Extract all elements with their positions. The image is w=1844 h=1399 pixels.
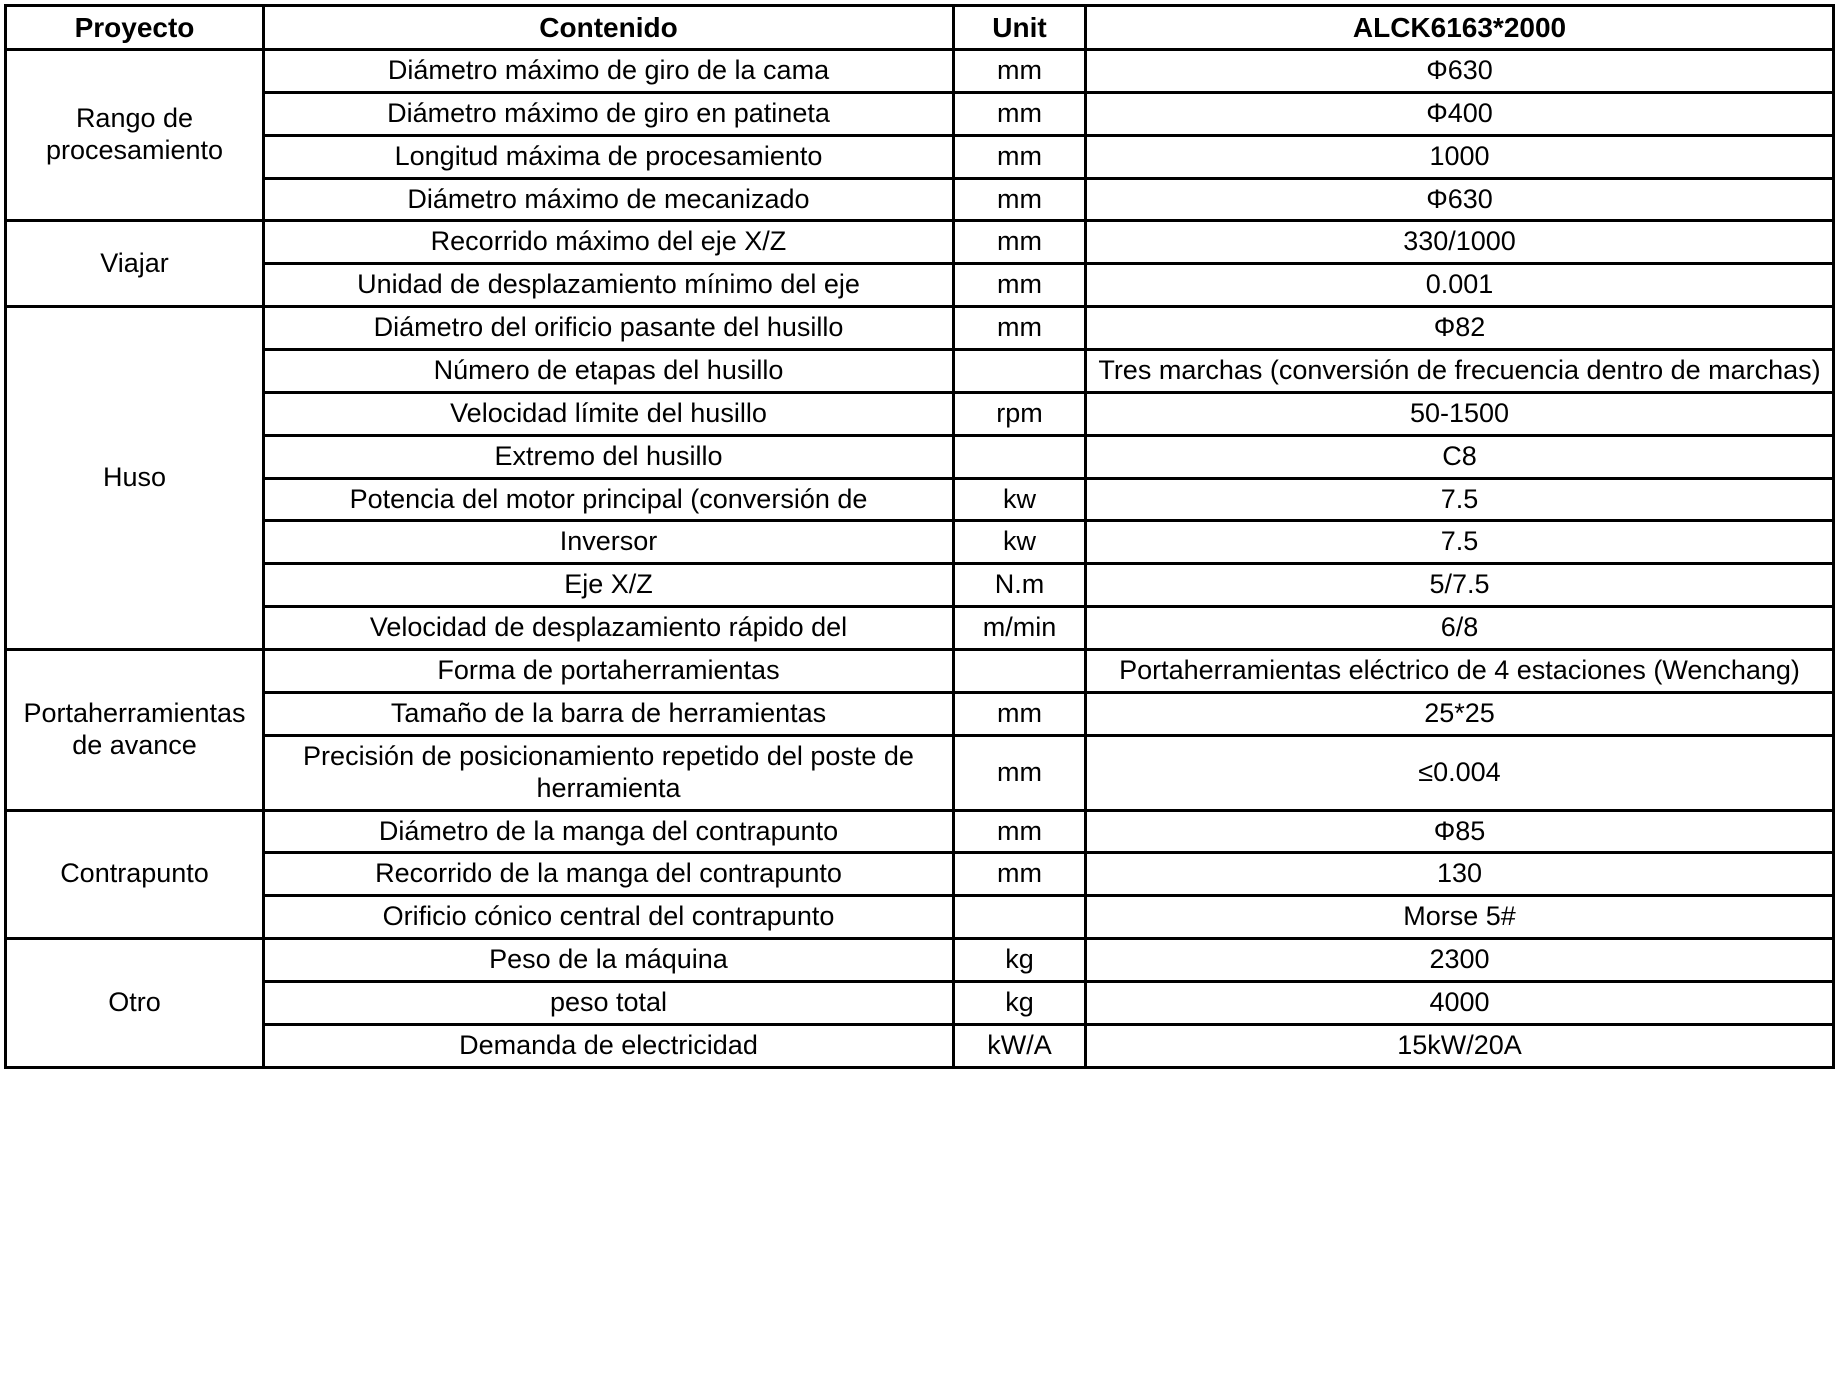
row-content: Extremo del husillo	[264, 435, 954, 478]
row-content: Número de etapas del husillo	[264, 350, 954, 393]
row-value: Φ630	[1086, 50, 1834, 93]
row-content: Tamaño de la barra de herramientas	[264, 692, 954, 735]
table-row	[6, 350, 1834, 393]
table-row	[6, 178, 1834, 221]
row-value: Portaherramientas eléctrico de 4 estaciones (Wenchang)	[1086, 650, 1834, 693]
row-value: C8	[1086, 435, 1834, 478]
row-value: 15kW/20A	[1086, 1024, 1834, 1067]
table-row	[6, 1024, 1834, 1067]
table-body	[6, 50, 1834, 1068]
row-unit: mm	[954, 264, 1086, 307]
table-row	[6, 307, 1834, 350]
row-unit: kg	[954, 981, 1086, 1024]
table-row	[6, 607, 1834, 650]
row-value: Tres marchas (conversión de frecuencia dentro de marchas)	[1086, 350, 1834, 393]
row-content: Demanda de electricidad	[264, 1024, 954, 1067]
header-project: Proyecto	[6, 6, 264, 50]
row-content: Diámetro máximo de mecanizado	[264, 178, 954, 221]
table-row	[6, 939, 1834, 982]
table-row	[6, 435, 1834, 478]
row-unit: mm	[954, 135, 1086, 178]
row-content: Inversor	[264, 521, 954, 564]
row-unit: kw	[954, 521, 1086, 564]
row-content: Diámetro de la manga del contrapunto	[264, 810, 954, 853]
row-value: 4000	[1086, 981, 1834, 1024]
header-unit: Unit	[954, 6, 1086, 50]
row-unit: mm	[954, 735, 1086, 810]
table-row	[6, 692, 1834, 735]
row-content: Unidad de desplazamiento mínimo del eje	[264, 264, 954, 307]
row-unit: m/min	[954, 607, 1086, 650]
row-unit	[954, 896, 1086, 939]
row-unit: mm	[954, 853, 1086, 896]
table-row	[6, 478, 1834, 521]
group-label: Rango de procesamiento	[6, 50, 264, 221]
table-row	[6, 135, 1834, 178]
row-value: 7.5	[1086, 521, 1834, 564]
table-row	[6, 521, 1834, 564]
row-value: 1000	[1086, 135, 1834, 178]
row-value: 2300	[1086, 939, 1834, 982]
table-row	[6, 853, 1834, 896]
row-value: Φ400	[1086, 92, 1834, 135]
row-value: 130	[1086, 853, 1834, 896]
row-value: Morse 5#	[1086, 896, 1834, 939]
row-content: Potencia del motor principal (conversión de	[264, 478, 954, 521]
row-value: ≤0.004	[1086, 735, 1834, 810]
row-unit: mm	[954, 92, 1086, 135]
table-row	[6, 50, 1834, 93]
row-content: Diámetro del orificio pasante del husillo	[264, 307, 954, 350]
group-label: Contrapunto	[6, 810, 264, 939]
table-row	[6, 810, 1834, 853]
row-value: Φ82	[1086, 307, 1834, 350]
row-value: 0.001	[1086, 264, 1834, 307]
row-unit: mm	[954, 692, 1086, 735]
group-label: Viajar	[6, 221, 264, 307]
table-row	[6, 392, 1834, 435]
table-row	[6, 92, 1834, 135]
machine-specification-table	[4, 4, 1835, 1069]
table-row	[6, 981, 1834, 1024]
row-unit: mm	[954, 221, 1086, 264]
table-row	[6, 221, 1834, 264]
row-content: Precisión de posicionamiento repetido del poste de herramienta	[264, 735, 954, 810]
row-unit: mm	[954, 810, 1086, 853]
row-content: Recorrido de la manga del contrapunto	[264, 853, 954, 896]
row-unit: kg	[954, 939, 1086, 982]
group-label: Huso	[6, 307, 264, 650]
row-content: Velocidad límite del husillo	[264, 392, 954, 435]
row-unit: rpm	[954, 392, 1086, 435]
row-content: Forma de portaherramientas	[264, 650, 954, 693]
header-model: ALCK6163*2000	[1086, 6, 1834, 50]
row-unit: mm	[954, 307, 1086, 350]
table-row	[6, 564, 1834, 607]
row-content: peso total	[264, 981, 954, 1024]
row-value: 50-1500	[1086, 392, 1834, 435]
row-value: Φ85	[1086, 810, 1834, 853]
group-label: Portaherramientas de avance	[6, 650, 264, 810]
row-value: 6/8	[1086, 607, 1834, 650]
table-row	[6, 264, 1834, 307]
table-row	[6, 735, 1834, 810]
row-value: Φ630	[1086, 178, 1834, 221]
table-header-row	[6, 6, 1834, 50]
row-unit: mm	[954, 178, 1086, 221]
row-content: Velocidad de desplazamiento rápido del	[264, 607, 954, 650]
row-unit	[954, 650, 1086, 693]
row-content: Eje X/Z	[264, 564, 954, 607]
header-content: Contenido	[264, 6, 954, 50]
row-content: Diámetro máximo de giro en patineta	[264, 92, 954, 135]
row-unit: kW/A	[954, 1024, 1086, 1067]
row-content: Peso de la máquina	[264, 939, 954, 982]
row-value: 330/1000	[1086, 221, 1834, 264]
row-value: 7.5	[1086, 478, 1834, 521]
row-unit: N.m	[954, 564, 1086, 607]
row-value: 5/7.5	[1086, 564, 1834, 607]
row-content: Orificio cónico central del contrapunto	[264, 896, 954, 939]
row-unit	[954, 435, 1086, 478]
row-content: Diámetro máximo de giro de la cama	[264, 50, 954, 93]
row-value: 25*25	[1086, 692, 1834, 735]
table-header	[6, 6, 1834, 50]
row-unit: kw	[954, 478, 1086, 521]
row-content: Recorrido máximo del eje X/Z	[264, 221, 954, 264]
table-row	[6, 896, 1834, 939]
table-row	[6, 650, 1834, 693]
row-unit	[954, 350, 1086, 393]
row-unit: mm	[954, 50, 1086, 93]
row-content: Longitud máxima de procesamiento	[264, 135, 954, 178]
group-label: Otro	[6, 939, 264, 1068]
